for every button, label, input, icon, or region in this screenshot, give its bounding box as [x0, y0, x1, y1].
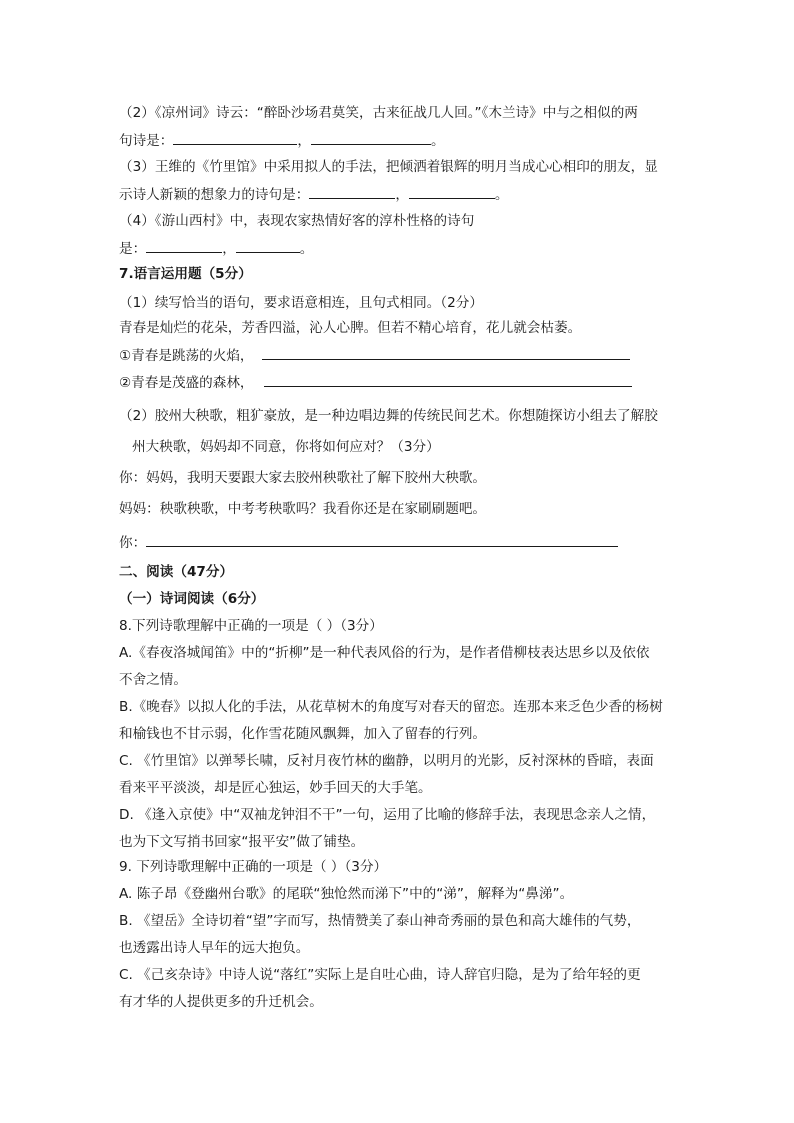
answer-blank[interactable]	[409, 184, 495, 199]
option-line: A. 陈子昂《登幽州台歌》的尾联“独怆然而涕下”中的“涕”，解释为“鼻涕”。	[119, 886, 574, 902]
answer-line	[119, 130, 445, 151]
section-heading: 二、阅读（47分）	[119, 564, 234, 580]
option-line: 也为下文写捎书回家“报平安”做了铺垫。	[119, 834, 365, 850]
answer-prompt: 句诗是：	[119, 133, 174, 149]
dialogue-line: 妈妈：秧歌秧歌，中考考秧歌吗？我看你还是在家刷刷题吧。	[119, 501, 487, 517]
answer-line	[119, 372, 632, 393]
answer-prompt: 你：	[119, 535, 147, 551]
terminator: 。	[299, 241, 314, 257]
separator: ，	[222, 241, 236, 257]
option-line: A.《春夜洛城闻笛》中的“折柳”是一种代表风俗的行为，是作者借柳枝表达思乡以及依依	[119, 645, 650, 661]
answer-line	[119, 532, 618, 553]
option-line: B.《晚春》以拟人化的手法，从花草树木的角度写对春天的留恋。连那本来乏色少香的杨树	[119, 699, 663, 715]
answer-prompt: ②青春是茂盛的森林，	[119, 375, 254, 391]
terminator: 。	[430, 133, 445, 149]
answer-blank[interactable]	[236, 238, 300, 253]
option-line: B. 《望岳》全诗切着“望”字而写，热情赞美了泰山神奇秀丽的景色和高大雄伟的气势，	[119, 913, 641, 929]
answer-prompt: ①青春是跳荡的火焰，	[119, 348, 254, 364]
question-line: 州大秧歌，妈妈却不同意，你将如何应对？（3分）	[132, 439, 440, 455]
separator: ，	[297, 133, 311, 149]
option-line: C. 《己亥杂诗》中诗人说“落红”实际上是自吐心曲，诗人辞官归隐，是为了给年轻的更	[119, 967, 641, 983]
answer-line	[119, 184, 509, 205]
answer-blank[interactable]	[146, 532, 618, 547]
option-line: 有才华的人提供更多的升迁机会。	[119, 994, 323, 1010]
answer-blank[interactable]	[264, 372, 632, 387]
answer-line	[119, 345, 630, 366]
option-line: 和榆钱也不甘示弱，化作雪花随风飘舞，加入了留春的行列。	[119, 726, 487, 742]
question-line: 8.下列诗歌理解中正确的一项是（ ）（3分）	[119, 618, 383, 634]
option-line: D. 《逢入京使》中“双袖龙钟泪不干”一句，运用了比喻的修辞手法，表现思念亲人之情，	[119, 807, 656, 823]
answer-blank[interactable]	[309, 184, 395, 199]
section-heading: （一）诗词阅读（6分）	[119, 591, 265, 607]
dialogue-line: 你：妈妈，我明天要跟大家去胶州秧歌社了解下胶州大秧歌。	[119, 470, 487, 486]
option-line: C. 《竹里馆》以弹琴长啸，反衬月夜竹林的幽静，以明月的光影，反衬深林的昏暗，表面	[119, 753, 654, 769]
terminator: 。	[494, 187, 509, 203]
question-line: 青春是灿烂的花朵，芳香四溢，沁人心脾。但若不精心培育，花儿就会枯萎。	[119, 320, 582, 336]
section-heading: 7.语言运用题（5分）	[119, 266, 252, 282]
answer-prompt: 示诗人新颖的想象力的诗句是：	[119, 187, 310, 203]
separator: ，	[395, 187, 409, 203]
answer-line	[119, 238, 313, 259]
answer-blank[interactable]	[262, 345, 630, 360]
question-line: （1）续写恰当的语句，要求语意相连，且句式相同。（2分）	[119, 295, 483, 311]
option-line: 也透露出诗人早年的远大抱负。	[119, 940, 310, 956]
answer-prompt: 是：	[119, 241, 147, 257]
option-line: 不舍之情。	[119, 672, 187, 688]
answer-blank[interactable]	[173, 130, 297, 145]
question-line: （2）胶州大秧歌，粗犷豪放，是一种边唱边舞的传统民间艺术。你想随探访小组去了解胶	[119, 408, 658, 424]
question-line: （4）《游山西村》中，表现农家热情好客的淳朴性格的诗句	[119, 213, 475, 229]
answer-blank[interactable]	[311, 130, 431, 145]
question-line: （3）王维的《竹里馆》中采用拟人的手法，把倾洒着银辉的明月当成心心相印的朋友，显	[119, 159, 658, 175]
question-line: 9. 下列诗歌理解中正确的一项是（ ）（3分）	[119, 859, 388, 875]
option-line: 看来平平淡淡，却是匠心独运，妙手回天的大手笔。	[119, 780, 432, 796]
question-line: （2）《凉州词》诗云：“醉卧沙场君莫笑，古来征战几人回。”《木兰诗》中与之相似的两	[119, 105, 638, 121]
answer-blank[interactable]	[146, 238, 222, 253]
